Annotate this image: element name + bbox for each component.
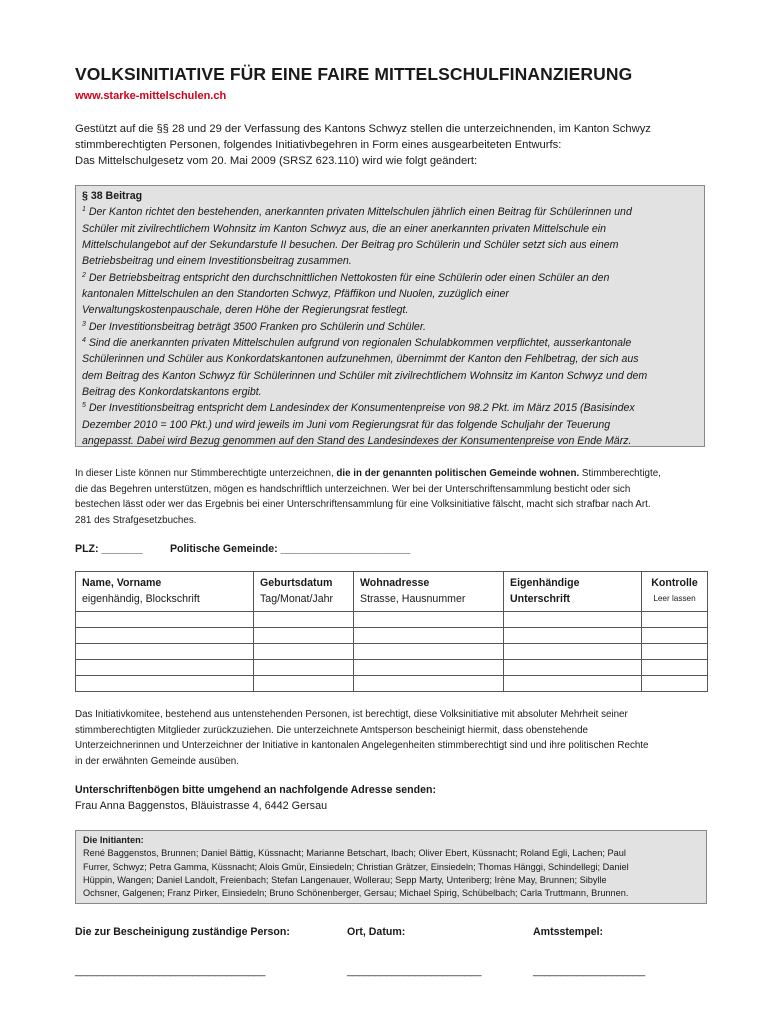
cell[interactable]: [504, 628, 642, 644]
law-line: dem Beitrag des Kanton Schwyz für Schülerinnen und Schüler mit zivilrechtlichem Wohnsitz im Kanton Schwyz und dem: [82, 369, 648, 382]
law-paragraph-heading: § 38 Beitrag: [82, 190, 143, 202]
cell: [642, 660, 708, 676]
cell[interactable]: [254, 628, 354, 644]
signature-table-header: [76, 572, 708, 612]
law-line: $^2$ Der Betriebsbeitrag entspricht den durchschnittlichen Nettokosten für eine Schülerin oder einen Schüler an den: [82, 271, 610, 284]
cell[interactable]: [354, 644, 504, 660]
law-line: kantonalen Mittelschulen an den Standorten Schwyz, Pfäffikon und Nuolen, zuzüglich einer: [82, 288, 509, 301]
column-header-birthdate: Geburtsdatum Tag/Monat/Jahr: [254, 572, 354, 612]
certifying-person-signature-line[interactable]: __________________________________: [75, 965, 266, 977]
cell: [642, 676, 708, 692]
cell[interactable]: [504, 660, 642, 676]
paragraph-number: 5: [82, 402, 86, 410]
cell[interactable]: [504, 676, 642, 692]
cell[interactable]: [354, 660, 504, 676]
cell[interactable]: [76, 676, 254, 692]
initiants-box: [75, 830, 707, 904]
legal-line: 281 des Strafgesetzbuches.: [75, 514, 197, 526]
intro-line: stimmberechtigten Personen, folgendes Initiativbegehren in Form eines ausgearbeiteten Entwurfs:: [75, 139, 562, 151]
law-line: Betriebsbeitrag und einem Investitionsbeitrag zusammen.: [82, 255, 352, 268]
paragraph-number: 1: [82, 206, 86, 214]
initiants-line: Ochsner, Galgenen; Franz Pirker, Einsiedeln; Bruno Schönenberger, Gersau; Michael Spirig, Schübelbach; Carla Truttmann, Brunnen.: [83, 888, 629, 899]
law-line: Verwaltungskostenpauschale, deren Höhe der Regierungsrat festlegt.: [82, 304, 409, 317]
cell: [642, 644, 708, 660]
initiants-line: Furrer, Schwyz; Petra Gamma, Küssnacht; Alois Gmür, Einsiedeln; Christian Grätzer, Einsiedeln; Thomas Hänggi, Schindellegi; Daniel: [83, 861, 629, 872]
place-date-line[interactable]: ________________________: [347, 965, 482, 977]
official-stamp-line[interactable]: ____________________: [533, 965, 645, 977]
cell[interactable]: [354, 628, 504, 644]
column-header-address: Wohnadresse Strasse, Hausnummer: [354, 572, 504, 612]
authorization-line: Das Initiativkomitee, bestehend aus untenstehenden Personen, ist berechtigt, diese Volksinitiative mit absoluter Mehrheit seiner: [75, 709, 628, 720]
legal-line: In dieser Liste können nur Stimmberechtigte unterzeichnen, die in der genannten politischen Gemeinde wohnen. Stimmberechtigte,: [75, 468, 661, 479]
website-link[interactable]: www.starke-mittelschulen.ch: [75, 90, 227, 102]
cell: [642, 628, 708, 644]
place-date-label: Ort, Datum:: [347, 926, 406, 938]
table-row: [76, 612, 708, 628]
law-line: Schüler mit zivilrechtlichem Wohnsitz im Kanton Schwyz aus, die an einer anerkannten privaten Mittelschule ein: [82, 222, 607, 235]
initiants-heading: Die Initianten:: [83, 835, 144, 845]
cell[interactable]: [254, 644, 354, 660]
table-row: [76, 628, 708, 644]
column-header-name: Name, Vorname eigenhändig, Blockschrift: [76, 572, 254, 612]
authorization-line: Unterzeichnerinnen und Unterzeichner der Initiative in kantonalen Angelegenheiten stimmberechtigt sind und ihre politischen Rechte: [75, 740, 649, 751]
legal-line: die das Begehren unterstützen, mögen es handschriftlich unterzeichnen. Wer bei der Unterschriftensammlung besticht oder sich: [75, 483, 631, 495]
law-line: Beitrag des Konkordatskantons ergibt.: [82, 386, 262, 399]
table-row: [76, 676, 708, 692]
gemeinde-field[interactable]: Politische Gemeinde: ______________________: [169, 543, 411, 555]
location-fields: [75, 543, 410, 555]
cell[interactable]: [76, 628, 254, 644]
table-row: [76, 660, 708, 676]
cell[interactable]: [504, 644, 642, 660]
column-header-control: Kontrolle Leer lassen: [642, 572, 708, 612]
law-line: $^1$ Der Kanton richtet den bestehenden, anerkannten privaten Mittelschulen jährlich einen Beitrag für Schülerinnen und: [82, 206, 632, 219]
paragraph-number: 2: [82, 271, 86, 279]
cell[interactable]: [254, 660, 354, 676]
cell[interactable]: [76, 644, 254, 660]
signature-table: [75, 571, 708, 692]
intro-line: Das Mittelschulgesetz vom 20. Mai 2009 (SRSZ 623.110) wird wie folgt geändert:: [75, 155, 478, 167]
cell: [642, 612, 708, 628]
law-line: angepasst. Dabei wird Bezug genommen auf den Stand des Landesindexes der Konsumentenpreise von Ende März.: [82, 435, 632, 448]
authorization-text: [75, 707, 715, 769]
law-line: Dezember 2010 = 100 Pkt.) und wird jeweils im Juni vom Regierungsrat für das folgende Schuljahr der Teuerung: [82, 418, 611, 431]
cell[interactable]: [504, 612, 642, 628]
certifying-person-label: Die zur Bescheinigung zuständige Person:: [75, 926, 290, 938]
intro-text: [75, 121, 715, 169]
legal-line: bestechen lässt oder wer das Ergebnis bei einer Unterschriftensammlung für eine Volksinitiative fälscht, macht sich strafbar nach Art.: [75, 499, 651, 510]
send-address: Frau Anna Baggenstos, Bläuistrasse 4, 6442 Gersau: [75, 800, 328, 812]
initiants-line: René Baggenstos, Brunnen; Daniel Bättig, Küssnacht; Marianne Betschart, Ibach; Oliver Ebert, Küssnacht; Roland Egli, Lachen; Paul: [83, 848, 626, 859]
send-address-label: Unterschriftenbögen bitte umgehend an nachfolgende Adresse senden:: [75, 784, 437, 796]
legal-notice: [75, 466, 715, 528]
paragraph-number: 3: [82, 320, 86, 328]
authorization-line: stimmberechtigten Mitglieder zurückzuziehen. Die unterzeichnete Amtsperson bescheinigt hiermit, dass obenstehende: [75, 724, 588, 736]
cell[interactable]: [76, 660, 254, 676]
law-line: $^3$ Der Investitionsbeitrag beträgt 3500 Franken pro Schülerin und Schüler.: [82, 320, 426, 333]
column-header-signature: Eigenhändige Unterschrift: [504, 572, 642, 612]
paragraph-number: 4: [82, 337, 86, 345]
authorization-line: in der erwähnten Gemeinde ausüben.: [75, 755, 239, 767]
table-row: [76, 644, 708, 660]
law-line: $^5$ Der Investitionsbeitrag entspricht dem Landesindex der Konsumentenpreise von 98.2 Pkt. im März 2015 (Basisindex: [82, 402, 635, 415]
official-stamp-label: Amtsstempel:: [533, 926, 604, 938]
law-paragraph-box: [75, 185, 705, 447]
law-line: $^4$ Sind die anerkannten privaten Mittelschulen aufgrund von regionalen Schulabkommen verpflichtet, ausserkantonale: [82, 337, 632, 350]
plz-field[interactable]: PLZ: _______: [75, 543, 143, 555]
intro-line: Gestützt auf die §§ 28 und 29 der Verfassung des Kantons Schwyz stellen die unterzeichnenden, im Kanton Schwyz: [75, 123, 651, 135]
document-title: VOLKSINITIATIVE FÜR EINE FAIRE MITTELSCHULFINANZIERUNG: [75, 64, 633, 84]
cell[interactable]: [354, 612, 504, 628]
law-line: Mittelschulangebot auf der Sekundarstufe II besuchen. Der Beitrag pro Schülerin und Schüler setzt sich aus einem: [82, 239, 619, 252]
cell[interactable]: [254, 612, 354, 628]
law-line: Schülerinnen und Schüler aus Konkordatskantonen aufzunehmen, übernimmt der Kanton den Fehlbetrag, der sich aus: [82, 353, 639, 366]
cell[interactable]: [354, 676, 504, 692]
cell[interactable]: [254, 676, 354, 692]
cell[interactable]: [76, 612, 254, 628]
initiants-line: Hüppin, Wangen; Daniel Landolt, Freienbach; Stefan Langenauer, Wollerau; Sepp Marty, Unteriberg; Irène May, Brunnen; Sibylle: [83, 874, 607, 885]
legal-emphasis: die in der genannten politischen Gemeinde wohnen.: [336, 468, 580, 479]
